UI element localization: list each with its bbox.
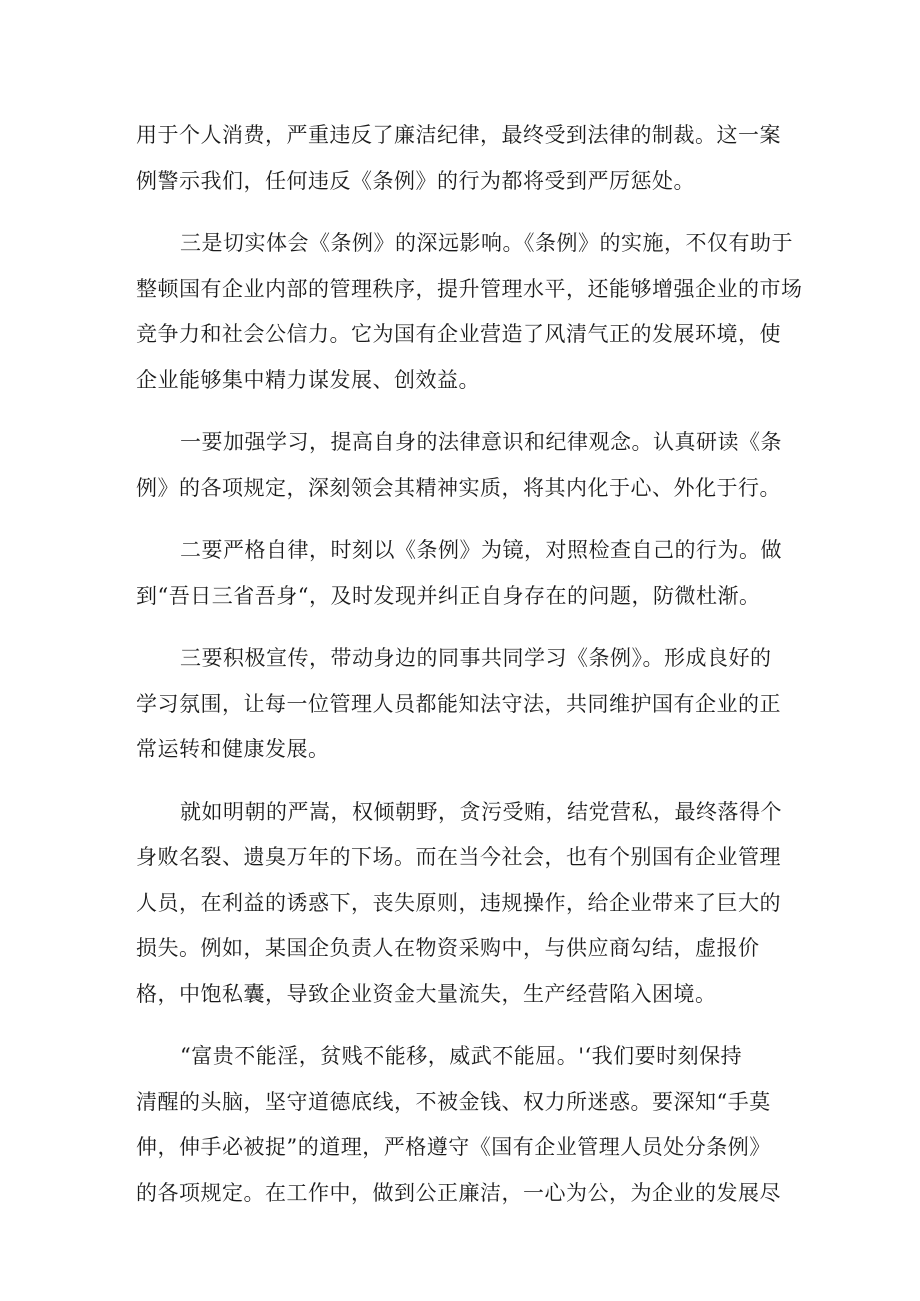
- text-line: 整顿国有企业内部的管理秩序，提升管理水平，还能够增强企业的市场: [136, 276, 803, 301]
- paragraph-4: [136, 528, 796, 619]
- paragraph-3: [136, 420, 796, 511]
- paragraph-1: [136, 113, 796, 204]
- text-line: 到“吾日三省吾身“，及时发现并纠正自身存在的问题，防微杜渐。: [136, 583, 761, 608]
- text-line: 身败名裂、遗臭万年的下场。而在当今社会，也有个别国有企业管理: [136, 845, 781, 869]
- text-line: “富贵不能淫，贫贱不能移，威武不能屈。'‘我们要时刻保持: [180, 1044, 743, 1068]
- text-line: 清醒的头脑，坚守道德底线，不被金钱、权力所迷惑。要深知“手莫: [136, 1089, 771, 1114]
- text-line: 三要积极宣传，带动身边的同事共同学习《条例》。形成良好的: [180, 646, 772, 670]
- text-line: 例》的各项规定，深刻领会其精神实质，将其内化于心、外化于行。: [136, 475, 781, 500]
- text-line: 一要加强学习，提高自身的法律意识和纪律观念。认真研读《条: [180, 430, 782, 454]
- text-line: 用于个人消费，严重违反了廉洁纪律，最终受到法律的制裁。这一案: [136, 123, 781, 147]
- text-line: 竞争力和社会公信力。它为国有企业营造了风清气正的发展环境，使: [136, 322, 781, 346]
- text-line: 例警示我们，任何违反《条例》的行为都将受到严厉惩处。: [136, 168, 695, 193]
- document-body: [136, 113, 803, 1216]
- paragraph-6: [136, 790, 796, 1018]
- text-line: 伸，伸手必被捉”的道理，严格遵守《国有企业管理人员处分条例》: [136, 1135, 771, 1159]
- text-line: 人员，在利益的诱惑下，丧失原则，违规操作，给企业带来了巨大的: [136, 890, 781, 915]
- text-line: 的各项规定。在工作中，做到公正廉洁，一心为公，为企业的发展尽: [136, 1180, 781, 1205]
- text-line: 二要严格自律，时刻以《条例》为镜，对照检查自己的行为。做: [180, 538, 782, 562]
- text-line: 就如明朝的严嵩，权倾朝野，贪污受贿，结党营私，最终落得个: [180, 799, 782, 824]
- text-line: 损失。例如，某国企负责人在物资采购中，与供应商勾结，虚报价: [136, 936, 760, 960]
- text-line: 常运转和健康发展。: [136, 737, 330, 761]
- text-line: 格，中饱私囊，导致企业资金大量流失，生产经营陷入困境。: [136, 981, 717, 1006]
- paragraph-5: [136, 636, 796, 773]
- text-line: 三是切实体会《条例》的深远影响。《条例》的实施，不仅有助于: [180, 231, 793, 255]
- paragraph-7: [136, 1034, 796, 1216]
- paragraph-2: [136, 221, 803, 403]
- text-line: 企业能够集中精力谋发展、创效益。: [136, 367, 480, 392]
- text-line: 学习氛围，让每一位管理人员都能知法守法，共同维护国有企业的正: [136, 691, 781, 716]
